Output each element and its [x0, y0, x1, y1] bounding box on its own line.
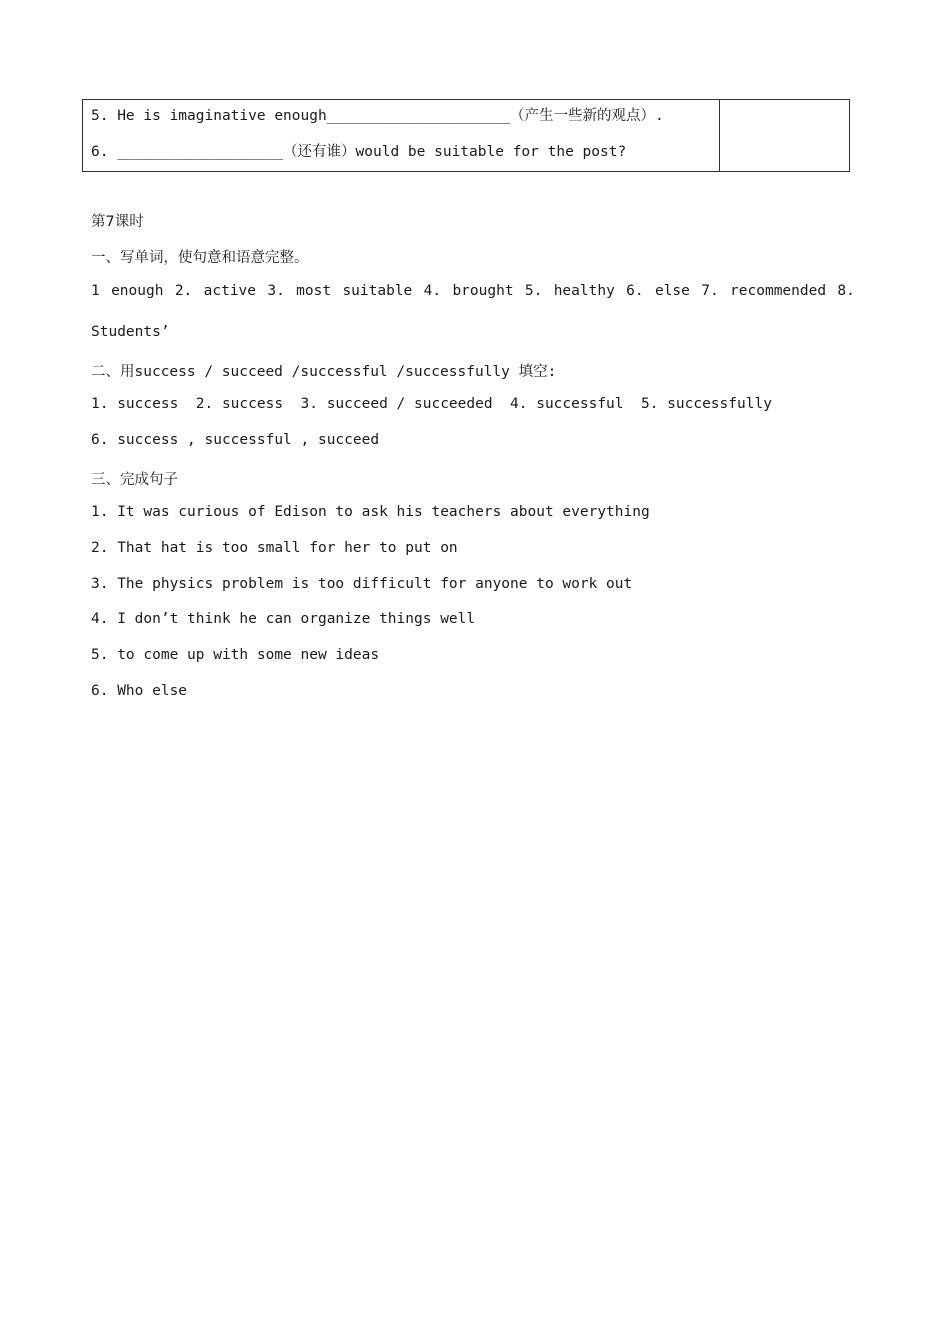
- answer-token: enough: [111, 283, 164, 299]
- section-1-answers-continued: Students’: [91, 324, 170, 340]
- answer-token: 2.: [174, 283, 193, 299]
- section-2-heading: 二、用success / succeed /successful /successfully 填空:: [91, 364, 557, 380]
- table-row-6: 6. ___________________（还有谁）would be suitable for the post?: [91, 144, 627, 160]
- answer-token: 4.: [423, 283, 442, 299]
- section-3-heading: 三、完成句子: [91, 472, 178, 488]
- section-3-item: 1. It was curious of Edison to ask his teachers about everything: [91, 504, 650, 520]
- answer-token: recommended: [730, 283, 827, 299]
- answer-token: most: [296, 283, 332, 299]
- section-2-answers-line-1: 1. success 2. success 3. succeed / succeeded 4. successful 5. successfully: [91, 396, 772, 412]
- answer-token: 5.: [524, 283, 543, 299]
- lesson-title: 第7课时: [91, 214, 144, 230]
- table-column-divider: [719, 100, 720, 171]
- section-2-answers-line-2: 6. success , successful , succeed: [91, 432, 380, 448]
- answer-token: 1: [91, 283, 100, 299]
- answer-token: 3.: [267, 283, 285, 299]
- section-3-item: 6. Who else: [91, 683, 188, 699]
- answer-token: else: [654, 283, 690, 299]
- answer-token: 7.: [701, 283, 719, 299]
- answer-token: active: [203, 283, 257, 299]
- section-3-item: 5. to come up with some new ideas: [91, 647, 380, 663]
- section-3-item: 4. I don’t think he can organize things well: [91, 611, 476, 627]
- section-1-heading: 一、写单词，使句意和语意完整。: [91, 250, 309, 266]
- section-3-item: 3. The physics problem is too difficult for anyone to work out: [91, 576, 633, 592]
- answer-token: brought: [452, 283, 514, 299]
- answer-token: 8.: [837, 283, 855, 299]
- section-1-answers: [91, 283, 855, 299]
- answer-token: 6.: [626, 283, 644, 299]
- answer-table: [82, 99, 850, 172]
- answer-token: suitable: [342, 283, 413, 299]
- answer-token: healthy: [553, 283, 615, 299]
- table-row-5: 5. He is imaginative enough_____________________（产生一些新的观点）.: [91, 108, 664, 124]
- section-3-item: 2. That hat is too small for her to put on: [91, 540, 458, 556]
